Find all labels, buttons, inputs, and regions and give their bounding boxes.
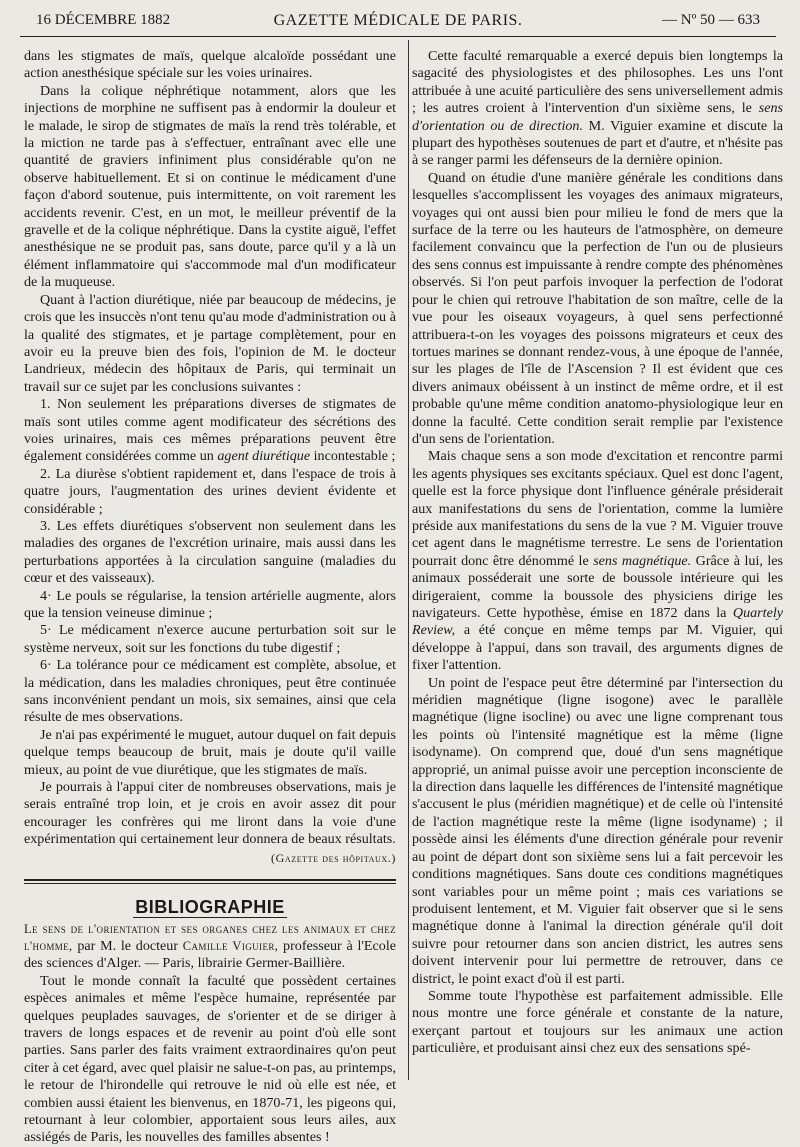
header-rule bbox=[20, 36, 776, 37]
issue-date: 16 DÉCEMBRE 1882 bbox=[36, 12, 171, 28]
paragraph bbox=[412, 48, 783, 170]
emphasis: agent diurétique bbox=[217, 448, 311, 465]
book-author: Camille Viguier, bbox=[182, 938, 279, 953]
paragraph: Quant à l'action diurétique, niée par beaucoup de médecins, je crois que les insuccès n'ont tenu qu'au mode d'administration ou à la qualité des stigmates, et je partage complètement, pour en avoir eu la preuve bien des fois, l'opinion de M. le docteur Landrieux, médecin des hôpitaux de Paris, qui terminait un travail sur ce sujet par les conclusions suivantes : bbox=[24, 291, 396, 395]
paragraph: Je pourrais à l'appui citer de nombreuses observations, mais je serais entraîné trop loin, et je crois en avoir assez dit pour encourager les confrères qui me liront dans la voie d'une expérimentation qui certainement leur donnera de beaux résultats. bbox=[24, 779, 396, 848]
text: Mais chaque sens a son mode d'excitation et rencontre parmi les agents physiques ses excitants spéciaux. Quel est donc l'agent, quelle est la force physique dont l'influence générale présiderait aux manifestations du sens de l'orientation, comme la lumière préside aux manifestations du sens de la vue ? M. Viguier trouve cet agent dans le magnétisme terrestre. Le sens de l'orientation pourrait donc être dénommé le bbox=[412, 448, 783, 569]
book-title: Le sens de l'orientation et ses organes chez les animaux et chez l'homme, bbox=[24, 921, 396, 953]
section-separator bbox=[24, 875, 396, 889]
paragraph: Dans la colique néphrétique notamment, alors que les injections de morphine ne suffisent pas à endormir la douleur et le malade, le sirop de stigmates de maïs la rend très tolérable, et la miction ne tarde pas à s'effectuer, entraînant avec elle une quantité de graviers infiniment plus considérable qu'on ne observe habituellement. Et si on continue le médicament d'une façon d'abord soutenue, puis intermittente, on voit rarement les accidents revenir. C'est, en un mot, le meilleur préventif de la gravelle et de la colique néphrétique. Dans la cystite aiguë, l'effet anesthésique ne se produit pas, sans doute, parce qu'il y a là un élément inflammatoire qui s'accommode mal d'un modificateur de la muqueuse. bbox=[24, 82, 396, 291]
conclusion-6: 6· La tolérance pour ce médicament est complète, absolue, et la médication, dans les maladies chroniques, peut être continuée sans inconvénient pendant un mois, six semaines, ainsi que cela résulte de mes observations. bbox=[24, 657, 396, 726]
conclusion-1 bbox=[24, 396, 396, 466]
text: a été conçue en même temps par M. Viguier, qui développe à l'appui, dans son travail, des arguments dignes de fixer l'attention. bbox=[412, 622, 783, 674]
paragraph: Tout le monde connaît la faculté que possèdent certaines espèces animales et même l'espèce humaine, représentée par quelques peuplades sauvages, de s'orienter et de se diriger à travers de longs espaces et de revenir au point d'où elle sont parties. Sans parler des faits vraiment extraordinaires qu'on peut citer à cet égard, avec quel plaisir ne salue-t-on pas, au printemps, le retour de l'hirondelle qui retrouve le nid où elle est née, et combien aussi étaient les bienvenus, en 1870-71, les pigeons qui, retournant à leur colombier, apportaient sous leurs ailes, aux assiégés de Paris, les nouvelles des familles absentes ! bbox=[24, 972, 396, 1146]
text: Grâce à lui, les animaux posséderait une sorte de boussole intérieure qui les dirigeraient, comme la boussole des physiciens dirige les navigateurs. Cette hypothèse, émise en 1872 dans la bbox=[412, 552, 783, 621]
paragraph: Je n'ai pas expérimenté le muguet, autour duquel on fait depuis quelque temps beaucoup de bruit, mais je doute qu'il vaille mieux, au point de vue diurétique, que les stigmates de maïs. bbox=[24, 726, 396, 778]
column-divider bbox=[408, 40, 409, 1080]
paragraph: dans les stigmates de maïs, quelque alcaloïde possédant une action anesthésique spéciale sur les voies urinaires. bbox=[24, 48, 396, 82]
right-column bbox=[412, 48, 783, 1058]
journal-title: GAZETTE MÉDICALE DE PARIS. bbox=[273, 12, 523, 29]
entry-by: par M. le docteur bbox=[77, 937, 179, 954]
emphasis: Quartely Review, bbox=[412, 605, 783, 639]
conclusion-4: 4· Le pouls se régularise, la tension artérielle augmente, alors que la tension veineuse diminue ; bbox=[24, 587, 396, 621]
section-heading bbox=[24, 899, 396, 916]
source-citation bbox=[24, 850, 396, 867]
issue-page-number: — Nº 50 — 633 bbox=[662, 12, 760, 28]
text: M. Viguier examine et discute la plupart des hypothèses soutenues de part et d'autre, et n'hésite pas à se ranger parmi les défenseurs de la dernière opinion. bbox=[412, 117, 783, 169]
paragraph: Somme toute l'hypothèse est parfaitement admissible. Elle nous montre une force générale et constante de la nature, exerçant partout et toujours sur les animaux une action particulière, et produisant ainsi chez eux des sensations spé- bbox=[412, 987, 783, 1057]
text: incontestable ; bbox=[313, 448, 396, 465]
paragraph: Un point de l'espace peut être déterminé par l'intersection du méridien magnétique (ligne isogone) avec le parallèle magnétique (ligne isocline) ou avec une ligne comprenant tous les points où l'intensité magnétique est la même (ligne isodyname). On comprend que, doué d'un sens magnétique approprié, un animal puisse avoir une perception inconsciente de la direction dans laquelle les différences de l'intensité magnétique s'accusent le plus (méridien magnétique) et de celle où l'intensité de l'action magnétique reste la même (ligne isodyname) ; il possède ainsi les éléments d'une direction générale pour revenir au point de départ dont son sixième sens lui a fait percevoir les conditions magnétiques. Sans doute ces conditions magnétiques sont variables pour un même point ; mais ces variations se produisent lentement, et M. Viguier fait observer que si le sens magnétique donne à l'animal la direction générale qu'il doit suivre pour retourner dans son ancien district, les autres sens doivent intervenir pour lui permettre de retrouver, dans ce district, le point exact d'où il est parti. bbox=[412, 674, 783, 987]
entry-publisher: professeur à l'Ecole des sciences d'Alger. — Paris, librairie Germer-Baillière. bbox=[24, 937, 397, 972]
paragraph: Quand on étudie d'une manière générale les conditions dans lesquelles s'accomplissent les voyages des animaux migrateurs, voyages qui ont aussi bien pour milieu le fond de mers que la surface de la terre ou les hauteurs de l'atmosphère, on demeure facilement convaincu que la perfection de l'un ou de plusieurs des sens connus est impuissante à rendre compte des phénomènes observés. Si l'on peut parfois invoquer la perfection de l'odorat pour le chien qui retrouve l'habitation de son maître, celle de la vue pour les oiseaux voyageurs, à quel sens perfectionné attribuera-t-on les voyages des poissons migrateurs et ceux des tortues marines se donnant rendez-vous, à une époque de l'année, sur les plages de l'île de l'Ascension ? Il est évident que ces divers animaux obéissent à un instinct de même ordre, et il est probable qu'une même condition anatomo-physiologique leur en donne la faculté. Cette condition serait remplie par l'existence d'un sens de l'orientation. bbox=[412, 169, 783, 447]
bibliography-entry bbox=[24, 921, 396, 973]
section-heading-text: BIBLIOGRAPHIE bbox=[135, 897, 285, 918]
source-text: (Gazette des hôpitaux.) bbox=[270, 850, 396, 865]
emphasis: sens d'orientation ou de direction. bbox=[412, 100, 783, 134]
conclusion-2: 2. La diurèse s'obtient rapidement et, dans l'espace de trois à quatre jours, l'augmentation des urines devient évidente et considérable ; bbox=[24, 465, 396, 517]
conclusion-5: 5· Le médicament n'exerce aucune perturbation soit sur le système nerveux, soit sur les fonctions du tube digestif ; bbox=[24, 622, 396, 656]
page-header bbox=[36, 6, 760, 36]
conclusion-3: 3. Les effets diurétiques s'observent non seulement dans les maladies des organes de l'excrétion urinaire, mais aussi dans les perturbations apportées à la circulation sanguine (maladies du cœur et des vaisseaux). bbox=[24, 517, 396, 587]
text: Cette faculté remarquable a exercé depuis bien longtemps la sagacité des physiologistes et des philosophes. Les uns l'ont attribuée à une acuité particulière des sens universellement admis ; les autres croient à l'intervention d'un sixième sens, le bbox=[412, 48, 783, 117]
paragraph bbox=[412, 448, 783, 674]
text: 1. Non seulement les préparations diverses de stigmates de maïs sont utiles comme agent modificateur des sécrétions des voies urinaires, mais ces mêmes préparations peuvent être également considérées comme un bbox=[24, 396, 396, 465]
left-column bbox=[24, 48, 396, 1147]
emphasis: sens magnétique. bbox=[593, 552, 692, 569]
